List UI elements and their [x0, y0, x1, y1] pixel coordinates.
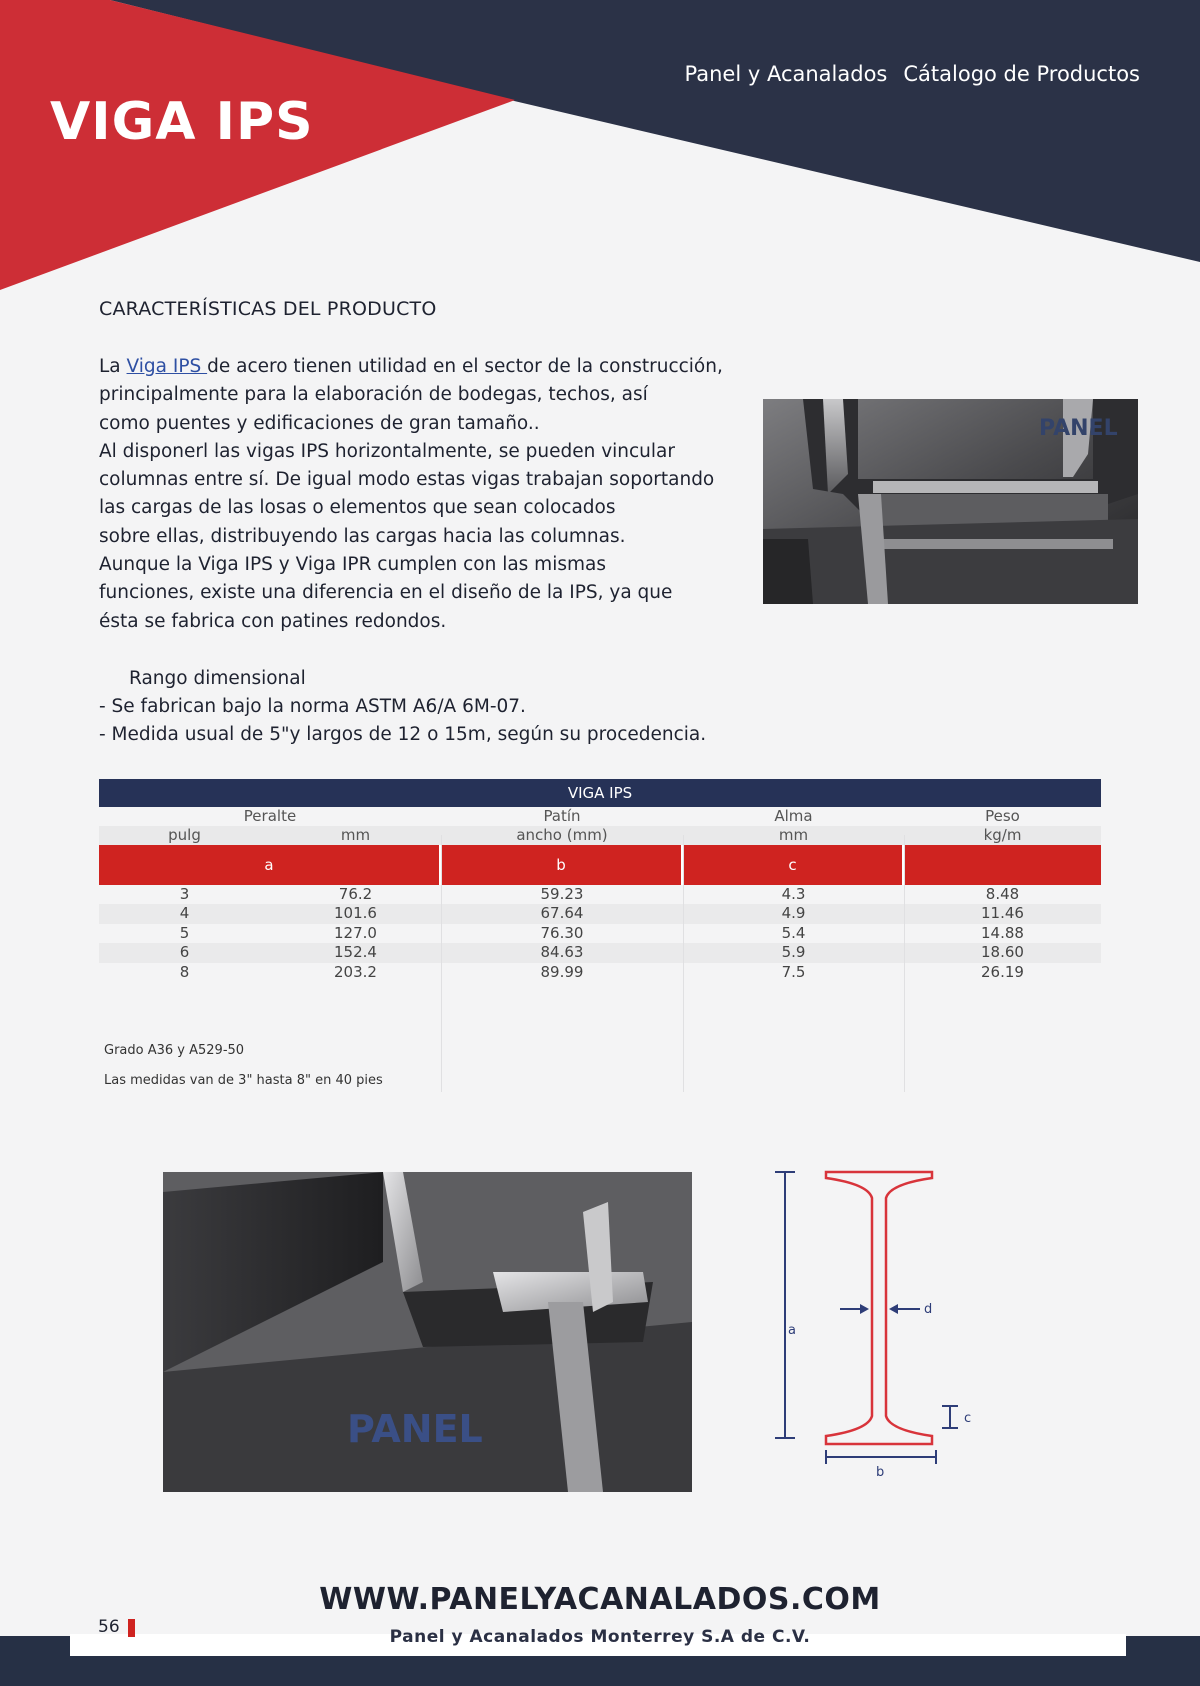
range-block	[99, 665, 706, 749]
col-patin: Patín	[543, 807, 581, 825]
cell-peso: 14.88	[981, 923, 1024, 942]
company-name: Panel y Acanalados Monterrey S.A de C.V.	[389, 1627, 811, 1647]
cell-patin: 59.23	[540, 885, 584, 903]
beams-stack-photo	[763, 399, 1138, 604]
table-title: VIGA IPS	[99, 779, 1101, 807]
table-header-row	[99, 807, 1101, 826]
cell-mm: 76.2	[338, 885, 373, 903]
cell-pulg: 3	[179, 885, 190, 903]
intro-line: principalmente para la elaboración de bodegas, techos, así	[99, 384, 648, 406]
table-row	[99, 904, 1101, 923]
table-row	[99, 924, 1101, 943]
range-title: Rango dimensional	[129, 668, 306, 689]
intro-line: como puentes y edificaciones de gran tamaño..	[99, 412, 540, 434]
photo-logo: PANEL	[347, 1407, 483, 1451]
cell-mm: 203.2	[334, 962, 377, 981]
intro-line: columnas entre sí. De igual modo estas vigas trabajan soportando	[99, 469, 715, 491]
header-brand-line	[669, 62, 1140, 86]
viga-ips-link[interactable]: Viga IPS	[126, 356, 208, 377]
cell-alma: 4.9	[781, 904, 806, 923]
label-b: b	[876, 1465, 885, 1480]
cell-peso: 26.19	[981, 962, 1024, 981]
letter-a: a	[99, 845, 441, 885]
letter-row	[99, 845, 1101, 885]
column-divider	[441, 835, 442, 1092]
page-title: VIGA IPS	[50, 92, 314, 152]
cell-alma: 5.4	[781, 923, 806, 942]
section-heading: CARACTERÍSTICAS DEL PRODUCTO	[99, 298, 437, 320]
column-divider	[904, 835, 905, 1092]
page-number: 56	[98, 1617, 120, 1637]
letter-b: b	[441, 845, 683, 885]
table-body	[99, 807, 1101, 982]
table-note: Grado A36 y A529-50	[104, 1043, 245, 1058]
intro-line: sobre ellas, distribuyendo las cargas hacia las columnas.	[99, 525, 626, 547]
catalog-name: Cátalogo de Productos	[903, 62, 1140, 86]
cell-pulg: 6	[179, 943, 190, 962]
peralte-units	[99, 826, 441, 845]
cell-patin: 89.99	[540, 962, 584, 981]
intro-line: funciones, existe una diferencia en el diseño de la IPS, ya que	[99, 582, 673, 604]
brand-name: Panel y Acanalados	[684, 62, 888, 86]
col-peralte: Peralte	[243, 807, 297, 825]
unit-kgm: kg/m	[983, 826, 1022, 844]
letter-c: c	[683, 845, 904, 885]
intro-line: Aunque la Viga IPS y Viga IPR cumplen con las mismas	[99, 554, 606, 576]
cell-pulg: 8	[179, 962, 190, 981]
table-row	[99, 885, 1101, 904]
unit-pulg: pulg	[168, 826, 201, 844]
intro-prefix: La	[99, 356, 127, 377]
range-line: - Medida usual de 5"y largos de 12 o 15m, según su procedencia.	[99, 724, 707, 745]
intro-line: ésta se fabrica con patines redondos.	[99, 610, 447, 632]
cell-mm: 152.4	[334, 943, 377, 962]
label-a: a	[788, 1323, 796, 1338]
cell-pulg: 5	[179, 923, 190, 942]
cell-alma: 7.5	[781, 962, 806, 981]
label-c: c	[964, 1411, 972, 1426]
spec-table	[99, 779, 1101, 982]
unit-ancho: ancho (mm)	[516, 826, 608, 844]
col-peso: Peso	[985, 807, 1020, 825]
column-divider	[683, 835, 684, 1092]
intro-paragraph	[99, 353, 759, 636]
range-line: - Se fabrican bajo la norma ASTM A6/A 6M-07.	[99, 696, 526, 717]
beam-closeup-photo	[163, 1172, 692, 1492]
cell-peso: 11.46	[981, 904, 1024, 923]
page-marker	[128, 1619, 135, 1637]
photo-logo: PANEL	[1039, 416, 1118, 441]
intro-line: las cargas de las losas o elementos que sean colocados	[99, 497, 616, 519]
label-d: d	[924, 1302, 933, 1317]
cell-patin: 76.30	[540, 923, 584, 942]
cell-mm: 127.0	[334, 923, 377, 942]
col-alma: Alma	[774, 807, 813, 825]
table-subheader-row	[99, 826, 1101, 845]
intro-line-text: de acero tienen utilidad en el sector de la construcción,	[207, 356, 723, 377]
cell-peso: 18.60	[981, 943, 1024, 962]
table-row	[99, 963, 1101, 982]
unit-alma-mm: mm	[778, 826, 809, 844]
website-url[interactable]: WWW.PANELYACANALADOS.COM	[319, 1582, 881, 1617]
beam-section-diagram	[770, 1160, 980, 1480]
unit-mm: mm	[340, 826, 371, 844]
table-note: Las medidas van de 3" hasta 8" en 40 pies	[104, 1073, 383, 1088]
intro-line: Al disponerl las vigas IPS horizontalmente, se pueden vincular	[99, 440, 675, 462]
cell-patin: 67.64	[540, 904, 584, 923]
cell-patin: 84.63	[540, 943, 584, 962]
intro-line	[99, 353, 759, 381]
cell-alma: 5.9	[781, 943, 806, 962]
cell-alma: 4.3	[781, 885, 806, 903]
cell-peso: 8.48	[985, 885, 1020, 903]
cell-pulg: 4	[179, 904, 190, 923]
letter-d	[904, 845, 1101, 885]
table-row	[99, 943, 1101, 962]
cell-mm: 101.6	[334, 904, 377, 923]
